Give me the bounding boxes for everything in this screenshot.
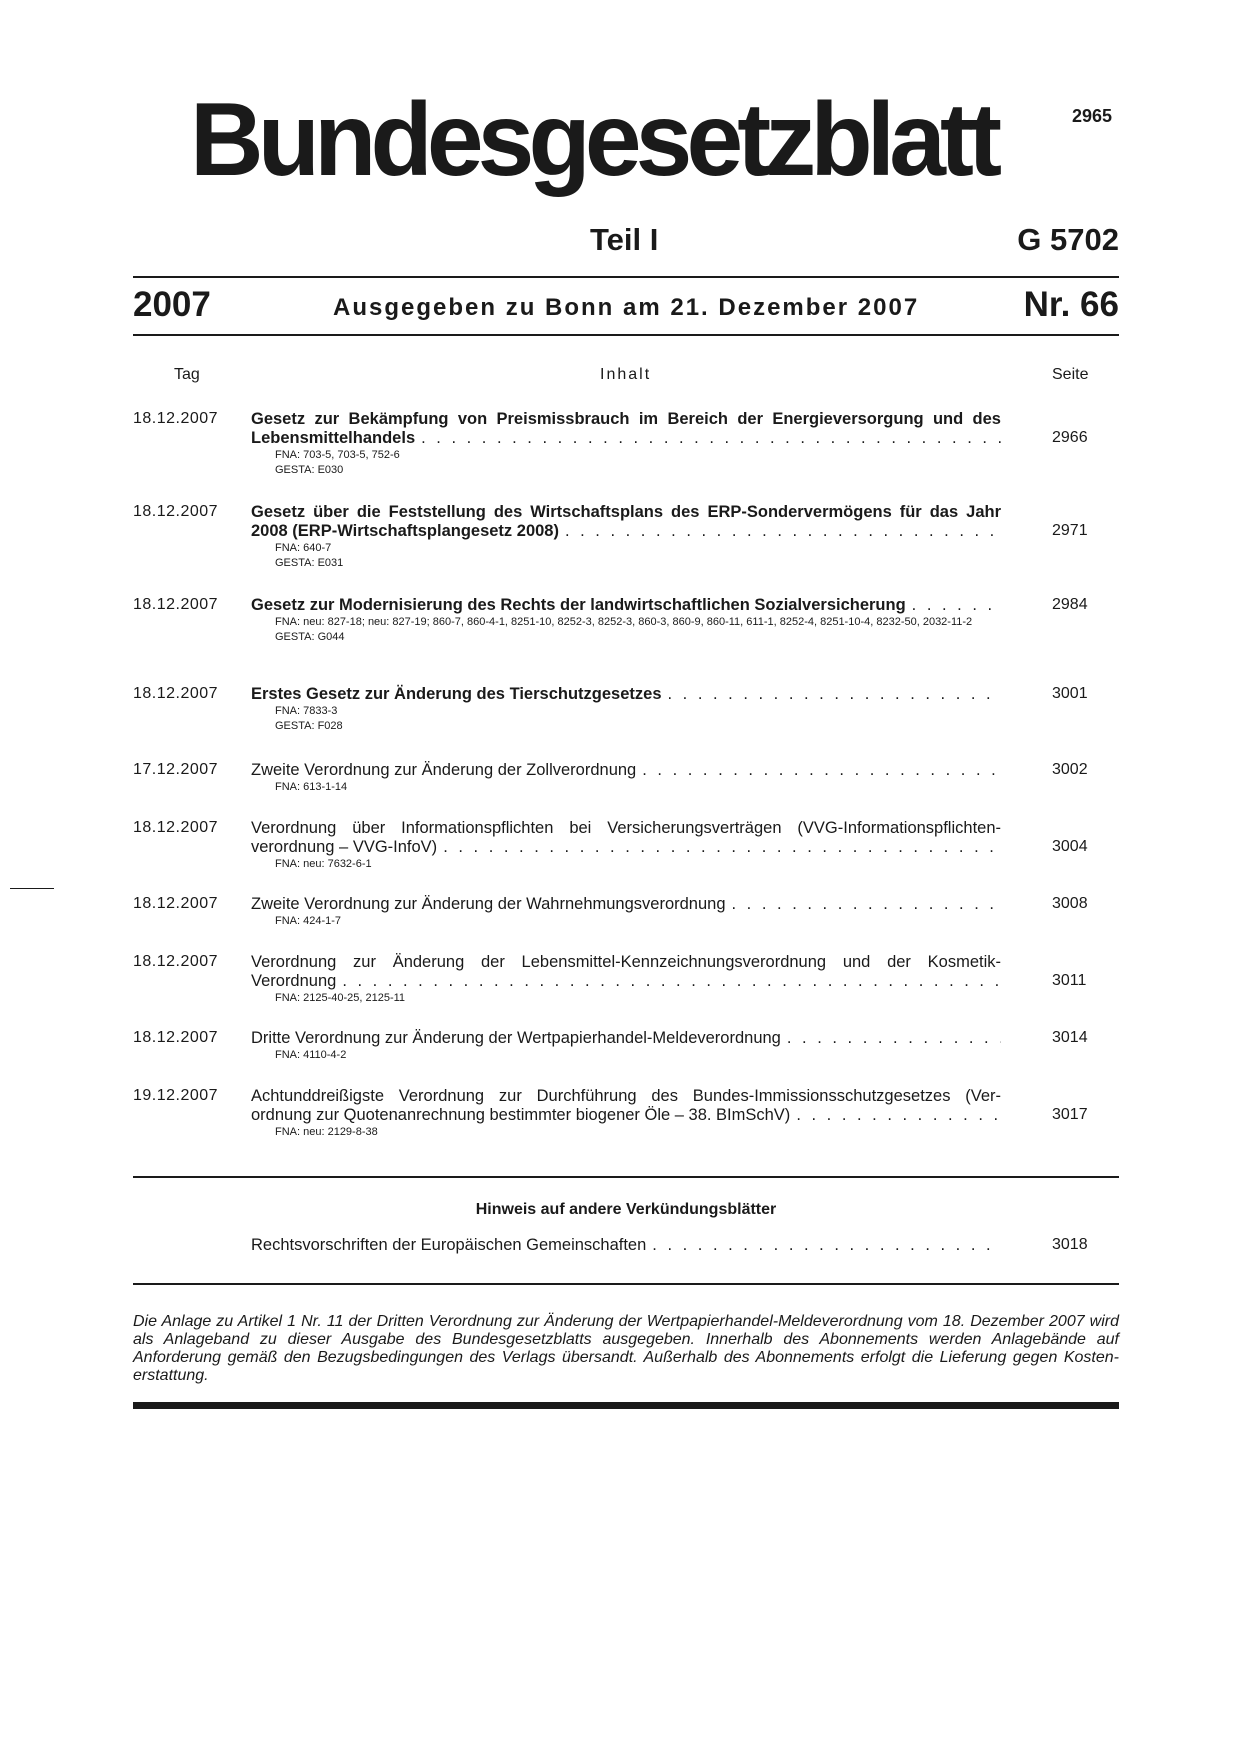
entry-fna: FNA: 703-5, 703-5, 752-6 bbox=[275, 449, 400, 461]
entry-title-text: verordnung – VVG-InfoV) bbox=[251, 838, 438, 856]
leader-dots bbox=[912, 596, 1001, 615]
entry-title-text: Lebensmittelhandels bbox=[251, 429, 416, 447]
entry-title-last-line bbox=[251, 522, 1001, 541]
entry-title-line: Achtunddreißigste Verordnung zur Durchführung des Bundes-Immissionsschutzgesetzes (Ver- bbox=[251, 1087, 1001, 1105]
entry-title bbox=[251, 953, 1001, 991]
entry-fna: FNA: neu: 7632-6-1 bbox=[275, 858, 372, 870]
entry-body bbox=[251, 953, 1001, 1006]
entry-fna: FNA: neu: 2129-8-38 bbox=[275, 1126, 378, 1138]
entry-fna: FNA: 4110-4-2 bbox=[275, 1049, 347, 1061]
column-header-page: Seite bbox=[1052, 366, 1089, 383]
issue-number: Nr. 66 bbox=[1023, 285, 1119, 324]
notice-item-page: 3018 bbox=[1052, 1236, 1088, 1253]
entry-page: 3014 bbox=[1052, 1029, 1088, 1046]
leader-dots bbox=[732, 895, 1001, 914]
entry-title-text: 2008 (ERP-Wirtschaftsplangesetz 2008) bbox=[251, 522, 559, 540]
entry-page: 2971 bbox=[1052, 522, 1088, 539]
entry-title bbox=[251, 596, 1001, 615]
entry-title-last-line bbox=[251, 838, 1001, 857]
entry-title bbox=[251, 410, 1001, 448]
entry-date: 18.12.2007 bbox=[133, 685, 219, 702]
header-rule-bottom bbox=[133, 334, 1119, 336]
entry-page: 3001 bbox=[1052, 685, 1088, 702]
entry-title-line: Gesetz über die Feststellung des Wirtschaftsplans des ERP-Sondervermögens für das Jahr bbox=[251, 503, 1001, 521]
entry-title-text: ordnung zur Quotenanrechnung bestimmter biogener Öle – 38. BImSchV) bbox=[251, 1106, 791, 1124]
entry-date: 18.12.2007 bbox=[133, 1029, 219, 1046]
entry-gesta: GESTA: G044 bbox=[275, 631, 345, 643]
leader-dots bbox=[565, 522, 1001, 541]
entry-gesta: GESTA: E031 bbox=[275, 557, 344, 569]
entry-body bbox=[251, 819, 1001, 872]
entry-title-last-line bbox=[251, 895, 1001, 914]
entry-title bbox=[251, 1029, 1001, 1048]
entry-body bbox=[251, 1087, 1001, 1140]
entry-date: 18.12.2007 bbox=[133, 895, 219, 912]
entry-date: 19.12.2007 bbox=[133, 1087, 219, 1104]
entry-title bbox=[251, 503, 1001, 541]
entry-title-line: Verordnung zur Änderung der Lebensmittel-Kennzeichnungsverordnung und der Kosmetik- bbox=[251, 953, 1001, 971]
entry-title-text: Gesetz zur Modernisierung des Rechts der landwirtschaftlichen Sozialversicherung bbox=[251, 596, 906, 614]
notice-heading: Hinweis auf andere Verkündungsblätter bbox=[475, 1201, 777, 1218]
entry-title-last-line bbox=[251, 1106, 1001, 1125]
entry-title-text: Erstes Gesetz zur Änderung des Tierschutzgesetzes bbox=[251, 685, 662, 703]
footer-bar bbox=[133, 1402, 1119, 1409]
fold-mark bbox=[10, 888, 54, 889]
notice-item bbox=[251, 1236, 1001, 1255]
entry-fna: FNA: 7833-3 bbox=[275, 705, 338, 717]
entry-title-last-line bbox=[251, 596, 1001, 615]
entry-body bbox=[251, 1029, 1001, 1063]
column-header-content: Inhalt bbox=[600, 366, 652, 383]
entry-title-last-line bbox=[251, 972, 1001, 991]
notice-end-rule bbox=[133, 1283, 1119, 1285]
leader-dots bbox=[668, 685, 1002, 704]
leader-dots bbox=[421, 429, 1001, 448]
entry-title-last-line bbox=[251, 761, 1001, 780]
entry-page: 3017 bbox=[1052, 1106, 1088, 1123]
entry-date: 17.12.2007 bbox=[133, 761, 219, 778]
page-number: 2965 bbox=[1072, 106, 1113, 126]
entry-fna: FNA: 2125-40-25, 2125-11 bbox=[275, 992, 406, 1004]
entry-page: 2984 bbox=[1052, 596, 1088, 613]
leader-dots bbox=[642, 761, 1001, 780]
entry-gesta: GESTA: E030 bbox=[275, 464, 344, 476]
entry-page: 2966 bbox=[1052, 429, 1088, 446]
entry-fna: FNA: 640-7 bbox=[275, 542, 332, 554]
entry-title-last-line bbox=[251, 1029, 1001, 1048]
entry-body bbox=[251, 410, 1001, 478]
entry-date: 18.12.2007 bbox=[133, 953, 219, 970]
part-label: Teil I bbox=[590, 222, 659, 257]
entry-title-text: Zweite Verordnung zur Änderung der Wahrnehmungsverordnung bbox=[251, 895, 726, 913]
toc-end-rule bbox=[133, 1176, 1119, 1178]
entry-date: 18.12.2007 bbox=[133, 503, 219, 520]
entry-title-last-line bbox=[251, 429, 1001, 448]
entry-body bbox=[251, 761, 1001, 795]
masthead-title: Bundesgesetzblatt bbox=[190, 82, 997, 198]
entry-title-last-line bbox=[251, 685, 1001, 704]
issue-year: 2007 bbox=[133, 285, 211, 324]
issue-date-line: Ausgegeben zu Bonn am 21. Dezember 2007 bbox=[333, 294, 920, 321]
entry-date: 18.12.2007 bbox=[133, 410, 219, 427]
leader-dots bbox=[652, 1236, 1001, 1255]
leader-dots bbox=[796, 1106, 1001, 1125]
entry-date: 18.12.2007 bbox=[133, 596, 219, 613]
entry-fna: FNA: 613-1-14 bbox=[275, 781, 348, 793]
entry-title-text: Zweite Verordnung zur Änderung der Zollverordnung bbox=[251, 761, 637, 779]
entry-body bbox=[251, 685, 1001, 734]
entry-body bbox=[251, 596, 1001, 645]
entry-page: 3008 bbox=[1052, 895, 1088, 912]
entry-page: 3002 bbox=[1052, 761, 1088, 778]
entry-body bbox=[251, 503, 1001, 571]
header-rule-top bbox=[133, 276, 1119, 278]
leader-dots bbox=[443, 838, 1001, 857]
entry-title bbox=[251, 685, 1001, 704]
entry-title bbox=[251, 1087, 1001, 1125]
entry-gesta: GESTA: F028 bbox=[275, 720, 343, 732]
entry-page: 3011 bbox=[1052, 972, 1087, 989]
leader-dots bbox=[342, 972, 1001, 991]
entry-title-line: Gesetz zur Bekämpfung von Preismissbrauch im Bereich der Energieversorgung und des bbox=[251, 410, 1001, 428]
entry-title-line: Verordnung über Informationspflichten bei Versicherungsverträgen (VVG-Informationspflichten- bbox=[251, 819, 1001, 837]
entry-page: 3004 bbox=[1052, 838, 1088, 855]
entry-date: 18.12.2007 bbox=[133, 819, 219, 836]
entry-body bbox=[251, 895, 1001, 929]
notice-item-label: Rechtsvorschriften der Europäischen Gemeinschaften bbox=[251, 1236, 647, 1254]
entry-title-text: Verordnung bbox=[251, 972, 337, 990]
entry-title bbox=[251, 761, 1001, 780]
entry-title bbox=[251, 895, 1001, 914]
publication-code: G 5702 bbox=[1017, 222, 1119, 257]
annex-footnote: Die Anlage zu Artikel 1 Nr. 11 der Dritten Verordnung zur Änderung der Wertpapierhandel-Meldeverordnung vom 18. Dezember 2007 wird als Anlageband zu dieser Ausgabe des Bundesgesetzblatts ausgegeben. Innerhalb des Abonnements werden Anlagebände auf Anforderung gemäß den Bezugsbedingungen des Verlags übersandt. Außerhalb des Abonnements erfolgt die Lieferung gegen Kosten-erstattung. bbox=[133, 1313, 1119, 1384]
column-header-date: Tag bbox=[174, 366, 200, 383]
leader-dots bbox=[787, 1029, 1001, 1048]
entry-fna: FNA: neu: 827-18; neu: 827-19; 860-7, 860-4-1, 8251-10, 8252-3, 8252-3, 860-3, 860-9, 860-11, 611-1, 8252-4, 8251-10-4, 8232-50, 2032-11-2 bbox=[275, 616, 973, 628]
entry-title bbox=[251, 819, 1001, 857]
entry-title-text: Dritte Verordnung zur Änderung der Wertpapierhandel-Meldeverordnung bbox=[251, 1029, 781, 1047]
entry-fna: FNA: 424-1-7 bbox=[275, 915, 342, 927]
